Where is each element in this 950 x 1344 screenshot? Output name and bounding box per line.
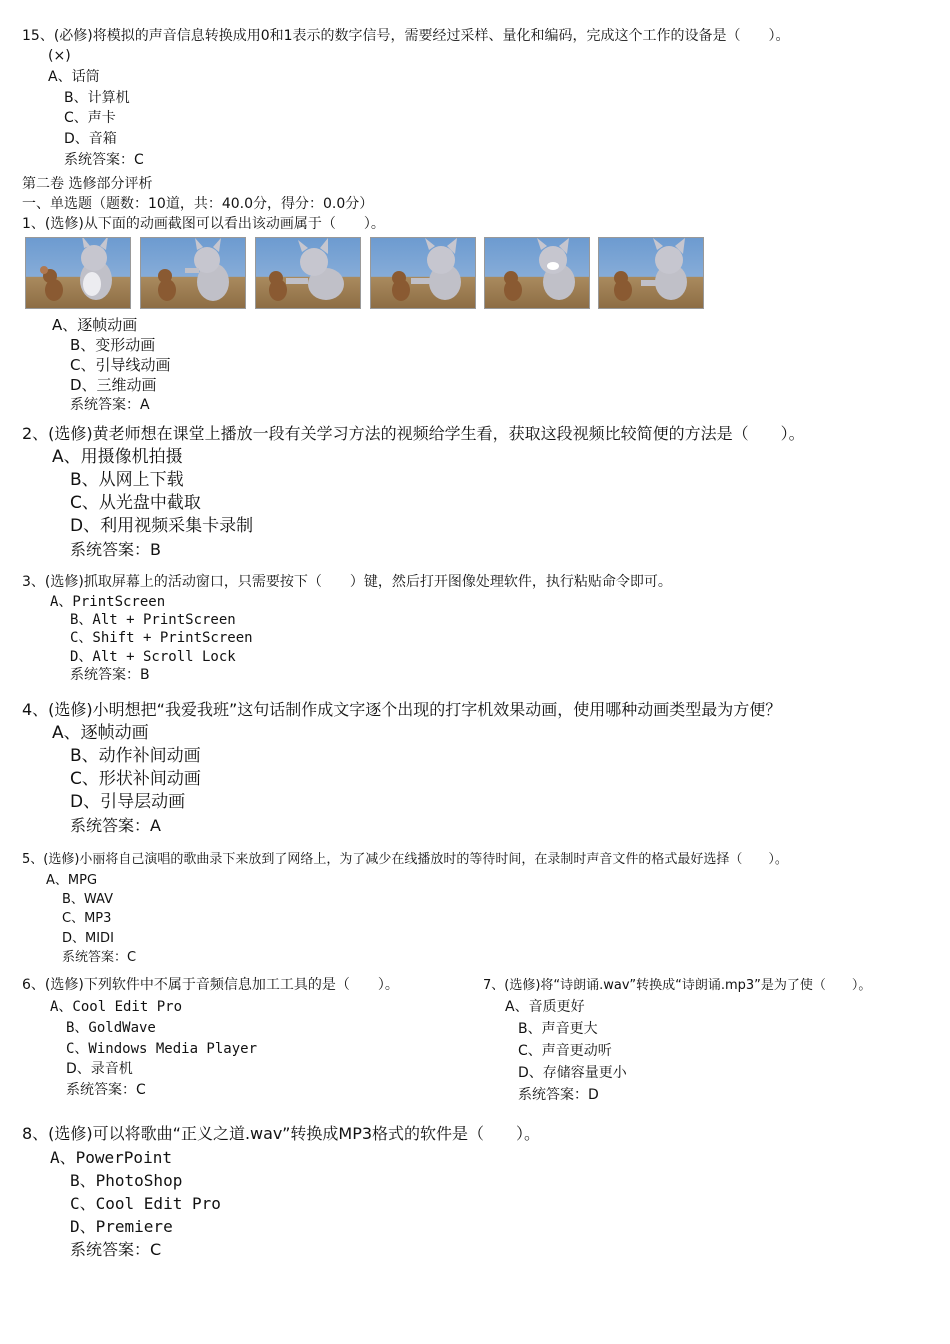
animation-frame-6 (598, 237, 704, 309)
q8-answer: 系统答案：C (70, 1240, 162, 1259)
q8-stem: 8、(选修)可以将歌曲“正义之道.wav”转换成MP3格式的软件是（ ）。 (22, 1124, 541, 1143)
q6-option-d: D、录音机 (66, 1061, 133, 1077)
q15-mark: (×) (48, 48, 71, 64)
q4-option-a: A、逐帧动画 (52, 723, 149, 743)
q2-option-b: B、从网上下载 (70, 470, 184, 490)
q15-option-d: D、音箱 (64, 131, 117, 147)
q15-option-c: C、声卡 (64, 110, 116, 126)
q5-answer: 系统答案：C (62, 950, 137, 965)
q3-option-a: A、PrintScreen (50, 594, 166, 610)
q7-option-c: C、声音更动听 (518, 1043, 612, 1059)
q2-answer: 系统答案：B (70, 540, 161, 559)
q1-option-d: D、三维动画 (70, 376, 157, 394)
q3-option-b: B、Alt + PrintScreen (70, 612, 236, 628)
q15-answer: 系统答案：C (64, 152, 144, 168)
q2-option-a: A、用摄像机拍摄 (52, 447, 183, 467)
q4-stem: 4、(选修)小明想把“我爱我班”这句话制作成文字逐个出现的打字机效果动画，使用哪种动画类型最为方便？ (22, 700, 782, 719)
q4-option-d: D、引导层动画 (70, 792, 186, 812)
q5-option-c: C、MP3 (62, 911, 112, 926)
q2-option-d: D、利用视频采集卡录制 (70, 516, 254, 536)
q6-option-b: B、GoldWave (66, 1020, 156, 1036)
q5-option-a: A、MPG (46, 873, 98, 888)
animation-frame-1 (25, 237, 131, 309)
q3-answer: 系统答案：B (70, 667, 150, 683)
q2-option-c: C、从光盘中截取 (70, 493, 201, 513)
q5-stem: 5、(选修)小丽将自己演唱的歌曲录下来放到了网络上，为了减少在线播放时的等待时间，在录制时声音文件的格式最好选择（ ）。 (22, 852, 788, 867)
q4-option-c: C、形状补间动画 (70, 769, 201, 789)
q6-stem: 6、(选修)下列软件中不属于音频信息加工工具的是（ ）。 (22, 977, 399, 993)
q8-option-a: A、PowerPoint (50, 1148, 172, 1167)
q1-stem: 1、(选修)从下面的动画截图可以看出该动画属于（ ）。 (22, 216, 385, 232)
q5-option-b: B、WAV (62, 892, 114, 907)
q7-answer: 系统答案：D (518, 1087, 599, 1103)
q4-answer: 系统答案：A (70, 816, 161, 835)
q7-option-b: B、声音更大 (518, 1021, 598, 1037)
q1-answer: 系统答案：A (70, 397, 150, 413)
q6-answer: 系统答案：C (66, 1082, 146, 1098)
q2-stem: 2、(选修)黄老师想在课堂上播放一段有关学习方法的视频给学生看，获取这段视频比较简便的方法是（ ）。 (22, 424, 805, 443)
q15-option-b: B、计算机 (64, 90, 130, 106)
q7-option-d: D、存储容量更小 (518, 1065, 627, 1081)
q15-option-a: A、话筒 (48, 69, 100, 85)
q6-option-c: C、Windows Media Player (66, 1041, 258, 1057)
animation-frames (25, 237, 707, 309)
animation-frame-5 (484, 237, 590, 309)
q8-option-b: B、PhotoShop (70, 1171, 183, 1190)
q3-stem: 3、(选修)抓取屏幕上的活动窗口，只需要按下（ ）键，然后打开图像处理软件，执行粘贴命令即可。 (22, 574, 672, 590)
q1-option-a: A、逐帧动画 (52, 316, 138, 334)
q1-option-c: C、引导线动画 (70, 356, 171, 374)
section-title: 第二卷 选修部分评析 (22, 176, 153, 192)
q6-option-a: A、Cool Edit Pro (50, 999, 183, 1015)
section-subtitle: 一、单选题（题数：10道，共：40.0分，得分：0.0分） (22, 196, 374, 212)
animation-frame-3 (255, 237, 361, 309)
q4-option-b: B、动作补间动画 (70, 746, 201, 766)
q1-option-b: B、变形动画 (70, 336, 156, 354)
q3-option-c: C、Shift + PrintScreen (70, 630, 253, 646)
q7-stem: 7、(选修)将“诗朗诵.wav”转换成“诗朗诵.mp3”是为了使（ ）。 (483, 978, 872, 993)
animation-frame-4 (370, 237, 476, 309)
q7-option-a: A、音质更好 (505, 999, 585, 1015)
animation-frame-2 (140, 237, 246, 309)
q15-stem: 15、(必修)将模拟的声音信息转换成用0和1表示的数字信号，需要经过采样、量化和编码，完成这个工作的设备是（ ）。 (22, 28, 790, 44)
q3-option-d: D、Alt + Scroll Lock (70, 649, 236, 665)
q5-option-d: D、MIDI (62, 931, 114, 946)
q8-option-d: D、Premiere (70, 1217, 173, 1236)
q8-option-c: C、Cool Edit Pro (70, 1194, 221, 1213)
